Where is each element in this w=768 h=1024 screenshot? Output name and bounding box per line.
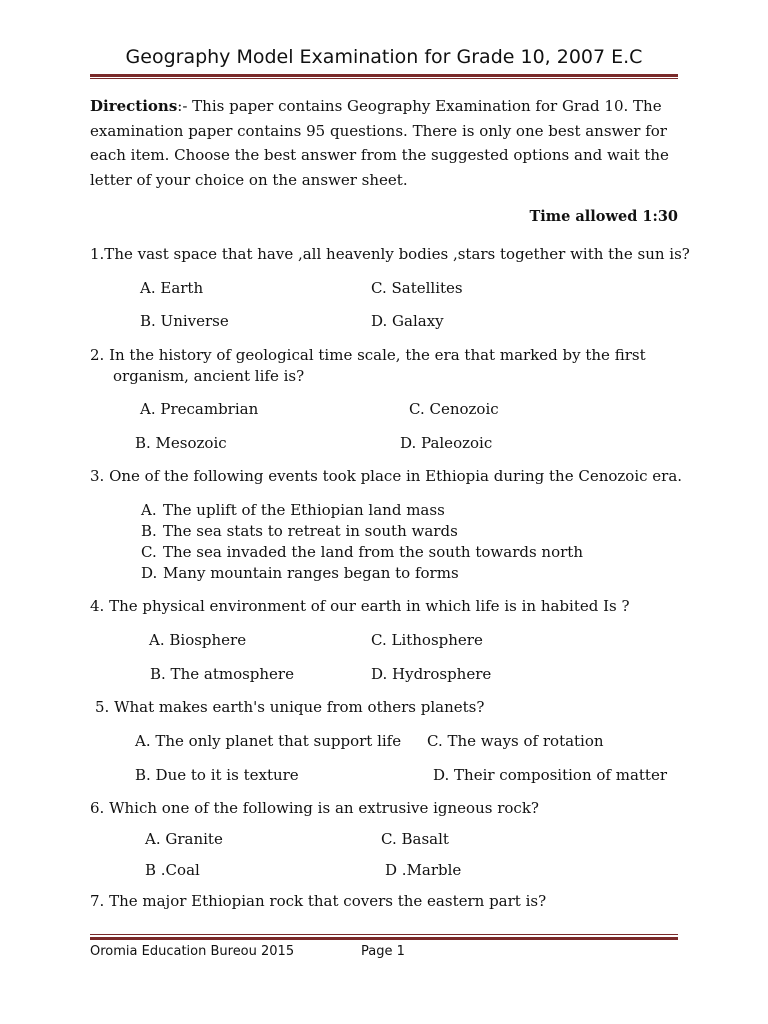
q3-letter-b: B. bbox=[141, 522, 157, 540]
q3-option-a: The uplift of the Ethiopian land mass bbox=[163, 501, 445, 519]
question-5: 5. What makes earth's unique from others planets? bbox=[95, 698, 485, 716]
directions-paragraph bbox=[90, 94, 680, 193]
q1-option-b: B. Universe bbox=[140, 312, 229, 330]
q3-option-c: The sea invaded the land from the south towards north bbox=[163, 543, 583, 561]
title-rule bbox=[90, 74, 678, 77]
question-4: 4. The physical environment of our earth in which life is in habited Is ? bbox=[90, 597, 630, 615]
q5-option-d: D. Their composition of matter bbox=[433, 766, 667, 784]
question-3: 3. One of the following events took place in Ethiopia during the Cenozoic era. bbox=[90, 467, 683, 485]
q2-option-d: D. Paleozoic bbox=[400, 434, 493, 452]
q6-option-c: C. Basalt bbox=[381, 830, 449, 848]
question-1: 1.The vast space that have ,all heavenly bodies ,stars together with the sun is? bbox=[90, 245, 690, 263]
q1-option-d: D. Galaxy bbox=[371, 312, 444, 330]
q6-option-a: A. Granite bbox=[145, 830, 223, 848]
q5-option-b: B. Due to it is texture bbox=[135, 766, 299, 784]
time-allowed: Time allowed 1:30 bbox=[529, 208, 678, 225]
q4-option-c: C. Lithosphere bbox=[371, 631, 483, 649]
question-2-cont: organism, ancient life is? bbox=[113, 367, 305, 385]
footer-page-number: Page 1 bbox=[361, 944, 405, 959]
page-title: Geography Model Examination for Grade 10, 2007 E.C bbox=[125, 46, 643, 68]
q1-option-c: C. Satellites bbox=[371, 279, 463, 297]
q4-option-d: D. Hydrosphere bbox=[371, 665, 492, 683]
question-2: 2. In the history of geological time scale, the era that marked by the first bbox=[90, 346, 646, 364]
q3-letter-a: A. bbox=[141, 501, 157, 519]
q3-option-b: The sea stats to retreat in south wards bbox=[163, 522, 458, 540]
footer-rule bbox=[90, 937, 678, 940]
q3-option-d: Many mountain ranges began to forms bbox=[163, 564, 459, 582]
q5-option-a: A. The only planet that support life bbox=[135, 732, 402, 750]
q6-option-b: B .Coal bbox=[145, 861, 200, 879]
q2-option-a: A. Precambrian bbox=[140, 400, 259, 418]
question-6: 6. Which one of the following is an extrusive igneous rock? bbox=[90, 799, 539, 817]
q3-letter-c: C. bbox=[141, 543, 157, 561]
q1-option-a: A. Earth bbox=[140, 279, 204, 297]
q6-option-d: D .Marble bbox=[385, 861, 462, 879]
q3-letter-d: D. bbox=[141, 564, 158, 582]
q2-option-b: B. Mesozoic bbox=[135, 434, 227, 452]
question-7: 7. The major Ethiopian rock that covers the eastern part is? bbox=[90, 892, 547, 910]
q4-option-b: B. The atmosphere bbox=[150, 665, 294, 683]
title-rule-thin bbox=[90, 78, 678, 79]
directions-text: :- This paper contains Geography Examination for Grad 10. The examination paper contains 95 questions. There is only one best answer for each item. Choose the best answer from the suggested options and wait the letter of your choice on the answer sheet. bbox=[90, 97, 669, 190]
q4-option-a: A. Biosphere bbox=[149, 631, 247, 649]
q5-option-c: C. The ways of rotation bbox=[427, 732, 604, 750]
footer-rule-thin bbox=[90, 934, 678, 935]
q2-option-c: C. Cenozoic bbox=[409, 400, 499, 418]
footer-publisher: Oromia Education Bureou 2015 bbox=[90, 944, 295, 959]
directions-label: Directions bbox=[90, 97, 178, 115]
